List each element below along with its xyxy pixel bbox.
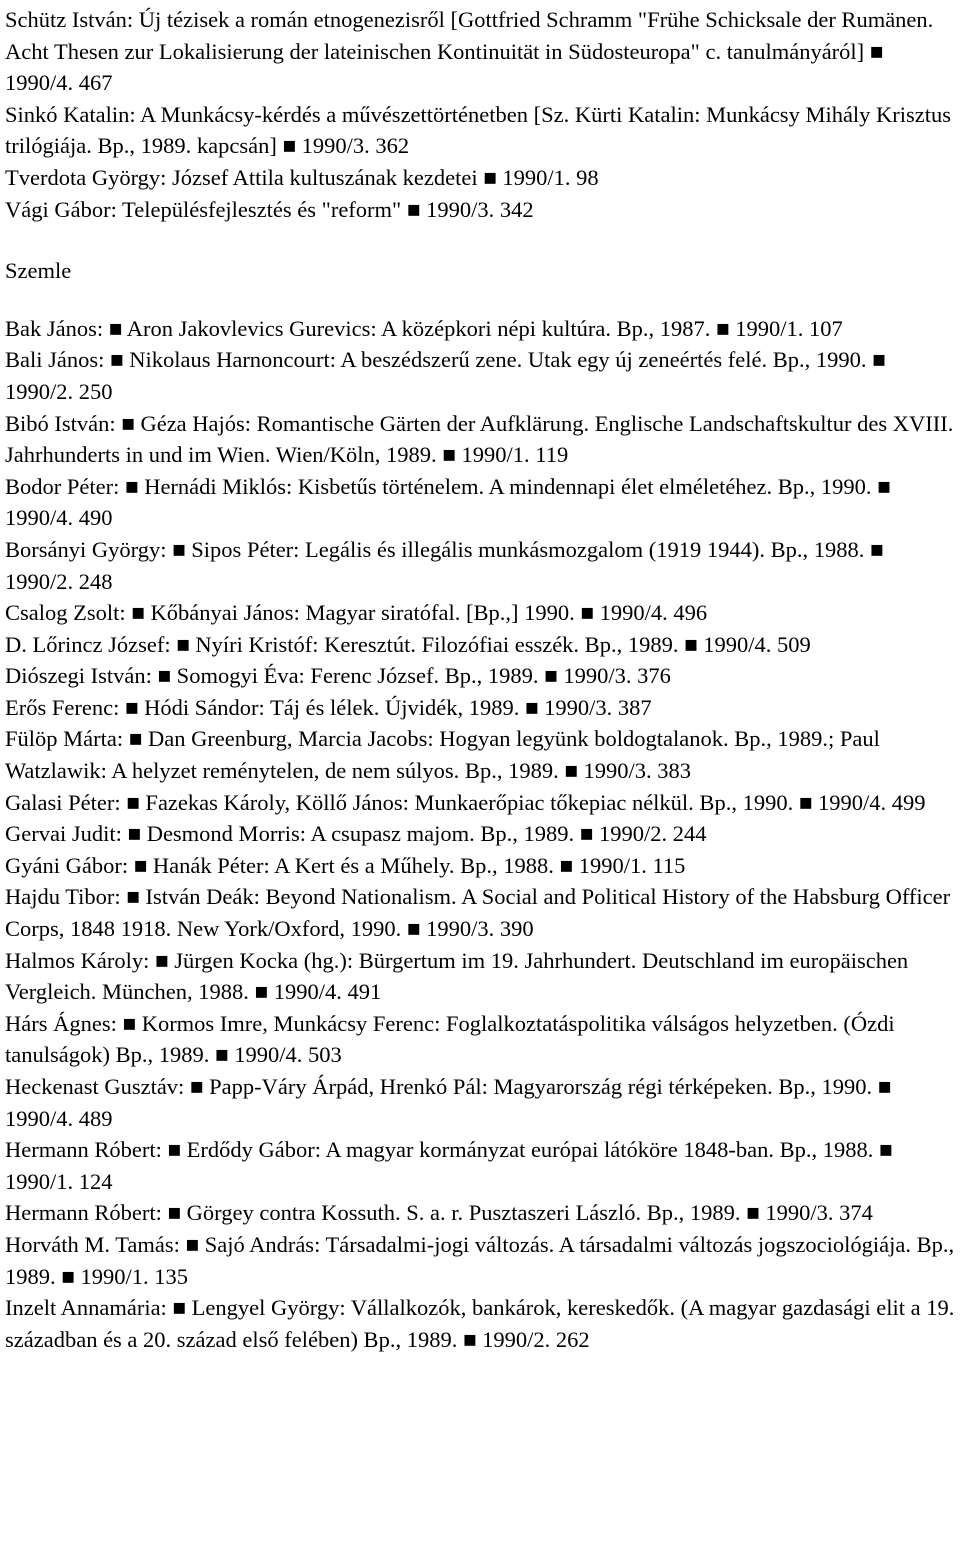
list-item: Hermann Róbert: ■ Erdődy Gábor: A magyar kormányzat európai látóköre 1848-ban. Bp., 1988. ■ 1990/1. 124: [5, 1137, 893, 1194]
list-item: Diószegi István: ■ Somogyi Éva: Ferenc József. Bp., 1989. ■ 1990/3. 376: [5, 663, 671, 689]
list-item: Inzelt Annamária: ■ Lengyel György: Vállalkozók, bankárok, kereskedők. (A magyar gazdasági elit a 19. században és a 20. század első felében) Bp., 1989. ■ 1990/2. 262: [5, 1295, 955, 1352]
section-title: Szemle: [5, 258, 72, 284]
list-item: Hárs Ágnes: ■ Kormos Imre, Munkácsy Ferenc: Foglalkoztatáspolitika válságos helyzetben. (Ózdi tanulságok) Bp., 1989. ■ 1990/4. 503: [5, 1010, 895, 1068]
list-item: Bak János: ■ Aron Jakovlevics Gurevics: A középkori népi kultúra. Bp., 1987. ■ 1990/1. 107: [5, 315, 843, 341]
list-item: Galasi Péter: ■ Fazekas Károly, Köllő János: Munkaerőpiac tőkepiac nélkül. Bp., 1990. ■ 1990/4. 499: [5, 789, 926, 815]
list-item: Sinkó Katalin: A Munkácsy-kérdés a művészettörténetben [Sz. Kürti Katalin: Munkácsy Mihály Krisztus trilógiája. Bp., 1989. kapcsán] ■ 1990/3. 362: [5, 101, 952, 159]
list-item: Csalog Zsolt: ■ Kőbányai János: Magyar siratófal. [Bp.,] 1990. ■ 1990/4. 496: [5, 600, 708, 626]
list-item: Hajdu Tibor: ■ István Deák: Beyond Nationalism. A Social and Political History of the Habsburg Officer Corps, 1848 1918. New York/Oxford, 1990. ■ 1990/3. 390: [5, 884, 951, 942]
list-item: Fülöp Márta: ■ Dan Greenburg, Marcia Jacobs: Hogyan legyünk boldogtalanok. Bp., 1989.; Paul Watzlawik: A helyzet reménytelen, de nem súlyos. Bp., 1989. ■ 1990/3. 383: [5, 726, 880, 784]
list-item: Bali János: ■ Nikolaus Harnoncourt: A beszédszerű zene. Utak egy új zeneértés felé. Bp., 1990. ■ 1990/2. 250: [5, 347, 886, 404]
list-item: Tverdota György: József Attila kultuszának kezdetei ■ 1990/1. 98: [5, 164, 599, 190]
list-item: D. Lőrincz József: ■ Nyíri Kristóf: Keresztút. Filozófiai esszék. Bp., 1989. ■ 1990/4. 509: [5, 631, 811, 657]
list-item: Schütz István: Új tézisek a román etnogenezisről [Gottfried Schramm "Frühe Schicksale der Rumänen. Acht Thesen zur Lokalisierung der lateinischen Kontinuität in Südosteuropa" c. tanulmányáról] ■ 1990/4. 467: [5, 7, 934, 96]
list-item: Gervai Judit: ■ Desmond Morris: A csupasz majom. Bp., 1989. ■ 1990/2. 244: [5, 821, 707, 847]
szemle-entry-list: [5, 313, 955, 1356]
list-item: Heckenast Gusztáv: ■ Papp-Váry Árpád, Hrenkó Pál: Magyarország régi térképeken. Bp., 1990. ■ 1990/4. 489: [5, 1074, 892, 1131]
list-item: Erős Ferenc: ■ Hódi Sándor: Táj és lélek. Újvidék, 1989. ■ 1990/3. 387: [5, 694, 652, 720]
list-item: Borsányi György: ■ Sipos Péter: Legális és illegális munkásmozgalom (1919 1944). Bp., 1988. ■ 1990/2. 248: [5, 536, 884, 594]
list-item: Halmos Károly: ■ Jürgen Kocka (hg.): Bürgertum im 19. Jahrhundert. Deutschland im europäischen Vergleich. München, 1988. ■ 1990/4. 491: [5, 947, 909, 1005]
list-item: Bodor Péter: ■ Hernádi Miklós: Kisbetűs történelem. A mindennapi élet elméletéhez. Bp., 1990. ■ 1990/4. 490: [5, 473, 891, 531]
list-item: Hermann Róbert: ■ Görgey contra Kossuth. S. a. r. Pusztaszeri László. Bp., 1989. ■ 1990/3. 374: [5, 1200, 873, 1226]
list-item: Gyáni Gábor: ■ Hanák Péter: A Kert és a Műhely. Bp., 1988. ■ 1990/1. 115: [5, 852, 686, 878]
top-entry-list: [5, 4, 955, 225]
list-item: Vági Gábor: Településfejlesztés és "reform" ■ 1990/3. 342: [5, 196, 534, 222]
list-item: Bibó István: ■ Géza Hajós: Romantische Gärten der Aufklärung. Englische Landschaftskultur des XVIII. Jahrhunderts in und im Wien. Wien/Köln, 1989. ■ 1990/1. 119: [5, 410, 954, 468]
list-item: Horváth M. Tamás: ■ Sajó András: Társadalmi-jogi változás. A társadalmi változás jogszociológiája. Bp., 1989. ■ 1990/1. 135: [5, 1231, 955, 1289]
document-page: [5, 4, 955, 1355]
